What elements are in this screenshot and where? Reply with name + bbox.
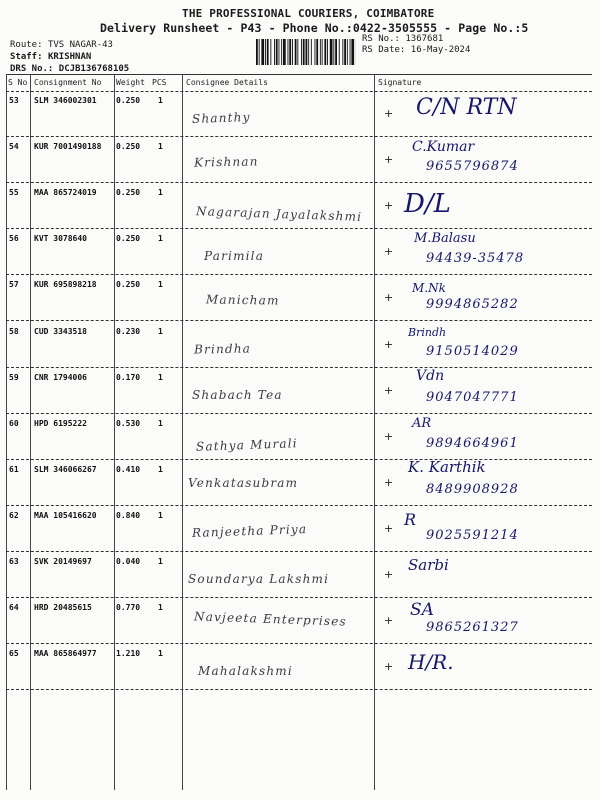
weight-value: 0.250	[116, 96, 141, 105]
delivery-mark-icon: +	[384, 383, 394, 397]
staff-value: KRISHNAN	[47, 52, 92, 62]
serial-number: 55	[9, 188, 19, 198]
serial-number: 59	[9, 372, 19, 382]
table-row	[6, 414, 592, 460]
pcs-value: 1	[158, 142, 163, 152]
table-row	[6, 183, 592, 229]
signature-text: R	[404, 509, 417, 529]
signature-phone: 9025591214	[426, 527, 519, 543]
serial-number: 57	[9, 280, 19, 290]
consignment-number: KVT 3078640	[34, 234, 87, 244]
weight-value: 0.230	[116, 326, 141, 336]
consignee-name: Navjeeta Enterprises	[193, 609, 348, 629]
header-pcs: PCS	[152, 78, 167, 87]
route-staff-block	[10, 39, 129, 75]
consignee-name: Shabach Tea	[192, 387, 283, 402]
table-row	[6, 457, 592, 506]
pcs-value: 1	[158, 603, 163, 613]
weight-value: 0.770	[116, 603, 141, 613]
route-line: Route: TVS NAGAR-43	[10, 40, 113, 50]
staff-line: Staff: KRISHNAN	[10, 52, 92, 62]
signature-text: M.Nk	[412, 281, 446, 296]
serial-number: 62	[9, 510, 19, 520]
consignee-name: Sathya Murali	[195, 435, 299, 454]
weight-value: 0.530	[116, 418, 141, 428]
serial-number: 64	[9, 603, 19, 613]
header-consignee: Consignee Details	[186, 78, 268, 87]
pcs-value: 1	[158, 96, 163, 105]
delivery-mark-icon: +	[384, 245, 394, 259]
route-value: TVS NAGAR-43	[47, 40, 113, 50]
serial-number: 53	[9, 96, 19, 105]
serial-number: 60	[9, 418, 19, 428]
consignment-number: MAA 865864977	[34, 649, 97, 659]
serial-number: 56	[9, 234, 19, 244]
weight-value: 0.250	[116, 280, 141, 290]
weight-value: 0.250	[116, 234, 141, 244]
pcs-value: 1	[158, 326, 163, 336]
consignee-name: Brindha	[193, 341, 252, 356]
delivery-mark-icon: +	[384, 521, 394, 535]
table-row	[6, 506, 592, 552]
weight-value: 0.250	[116, 142, 141, 152]
pcs-value: 1	[158, 372, 163, 382]
delivery-table	[6, 74, 592, 790]
consignee-name: Manicham	[205, 292, 280, 309]
company-title: THE PROFESSIONAL COURIERS, COIMBATORE	[182, 7, 435, 20]
signature-phone: 9894664961	[426, 435, 519, 451]
consignee-name: Krishnan	[193, 154, 259, 170]
serial-number: 63	[9, 557, 19, 566]
pcs-value: 1	[158, 280, 163, 290]
consignment-number: KUR 7001490188	[34, 142, 102, 152]
header-signature: Signature	[378, 78, 422, 87]
signature-phone: 8489908928	[426, 481, 519, 497]
signature-phone: 9150514029	[426, 343, 519, 359]
barcode-image	[256, 39, 356, 65]
weight-value: 0.410	[116, 464, 141, 474]
signature-text: D/L	[404, 189, 451, 220]
signature-phone: 9994865282	[426, 297, 519, 313]
signature-text: M.Balasu	[414, 231, 476, 247]
consignment-number: MAA 105416620	[34, 510, 97, 520]
weight-value: 0.040	[116, 557, 141, 566]
signature-text: SA	[410, 600, 434, 621]
signature-text: C.Kumar	[412, 139, 475, 156]
consignment-number: HRD 20485615	[34, 603, 92, 613]
table-top-border	[6, 74, 592, 75]
signature-text: K. Karthik	[408, 457, 486, 476]
signature-text: H/R.	[408, 650, 454, 675]
row-divider	[6, 689, 592, 690]
runsheet-subtitle: Delivery Runsheet - P43 - Phone No.:0422-3505555 - Page No.:5	[100, 21, 529, 35]
pcs-value: 1	[158, 649, 163, 659]
signature-text: AR	[412, 415, 432, 431]
delivery-mark-icon: +	[384, 475, 394, 489]
serial-number: 54	[9, 142, 19, 152]
table-row	[6, 91, 592, 137]
signature-phone: 94439-35478	[426, 251, 525, 267]
table-row	[6, 368, 592, 414]
weight-value: 0.250	[116, 188, 141, 198]
pcs-value: 1	[158, 557, 163, 566]
delivery-mark-icon: +	[384, 568, 394, 581]
consignment-number: HPD 6195222	[34, 418, 87, 428]
consignee-name: Nagarajan Jayalakshmi	[195, 204, 363, 225]
delivery-mark-icon: +	[384, 199, 394, 213]
table-row	[6, 137, 592, 183]
header-consignment: Consignment No	[34, 78, 102, 87]
serial-number: 58	[9, 326, 19, 336]
header-sno: S No	[8, 78, 28, 87]
consignee-name: Mahalakshmi	[198, 664, 293, 679]
pcs-value: 1	[158, 464, 163, 474]
signature-text: C/N RTN	[416, 95, 517, 120]
signature-phone: 9655796874	[426, 159, 519, 175]
weight-value: 1.210	[116, 649, 141, 659]
signature-text: Vdn	[416, 367, 445, 384]
consignment-number: KUR 695898218	[34, 280, 97, 290]
weight-value: 0.170	[116, 372, 141, 382]
delivery-mark-icon: +	[384, 107, 394, 120]
pcs-value: 1	[158, 510, 163, 520]
consignment-number: SLM 346002301	[34, 96, 97, 105]
delivery-mark-icon: +	[384, 153, 394, 167]
consignment-number: SVK 20149697	[34, 557, 92, 566]
consignee-name: Shanthy	[191, 109, 251, 127]
rs-no-value: 1367681	[405, 34, 444, 44]
table-row	[6, 322, 592, 368]
pcs-value: 1	[158, 188, 163, 198]
consignment-number: CUD 3343518	[34, 326, 87, 336]
serial-number: 61	[9, 464, 19, 474]
consignee-name: Venkatasubram	[188, 475, 299, 490]
weight-value: 0.840	[116, 510, 141, 520]
signature-text: Sarbi	[408, 556, 449, 574]
consignee-name: Ranjeetha Priya	[191, 521, 308, 540]
signature-text: Brindh	[408, 325, 447, 339]
drs-line: DRS No.: DCJB136768105	[10, 64, 130, 74]
consignment-number: SLM 346066267	[34, 464, 97, 474]
consignment-number: MAA 865724019	[34, 188, 97, 198]
consignment-number: CNR 1794006	[34, 372, 87, 382]
table-row	[6, 552, 592, 598]
delivery-mark-icon: +	[384, 660, 394, 674]
table-row	[6, 275, 592, 321]
signature-phone: 9865261327	[426, 620, 519, 636]
rs-no-line: RS No.: 1367681	[362, 34, 444, 44]
rs-info-block	[362, 34, 470, 56]
serial-number: 65	[9, 649, 19, 659]
delivery-mark-icon: +	[384, 614, 394, 628]
signature-phone: 9047047771	[426, 389, 519, 405]
delivery-mark-icon: +	[384, 337, 394, 351]
rs-date-line: RS Date: 16-May-2024	[362, 45, 471, 55]
delivery-mark-icon: +	[384, 291, 394, 305]
delivery-mark-icon: +	[384, 429, 394, 443]
consignee-name: Soundarya Lakshmi	[188, 572, 330, 586]
pcs-value: 1	[158, 234, 163, 244]
table-row	[6, 598, 592, 644]
header-weight: Weight	[116, 78, 145, 87]
table-row	[6, 644, 592, 690]
table-row	[6, 229, 592, 275]
pcs-value: 1	[158, 418, 163, 428]
drs-value: DCJB136768105	[58, 64, 130, 74]
rs-date-value: 16-May-2024	[410, 45, 471, 55]
consignee-name: Parimila	[204, 249, 265, 264]
